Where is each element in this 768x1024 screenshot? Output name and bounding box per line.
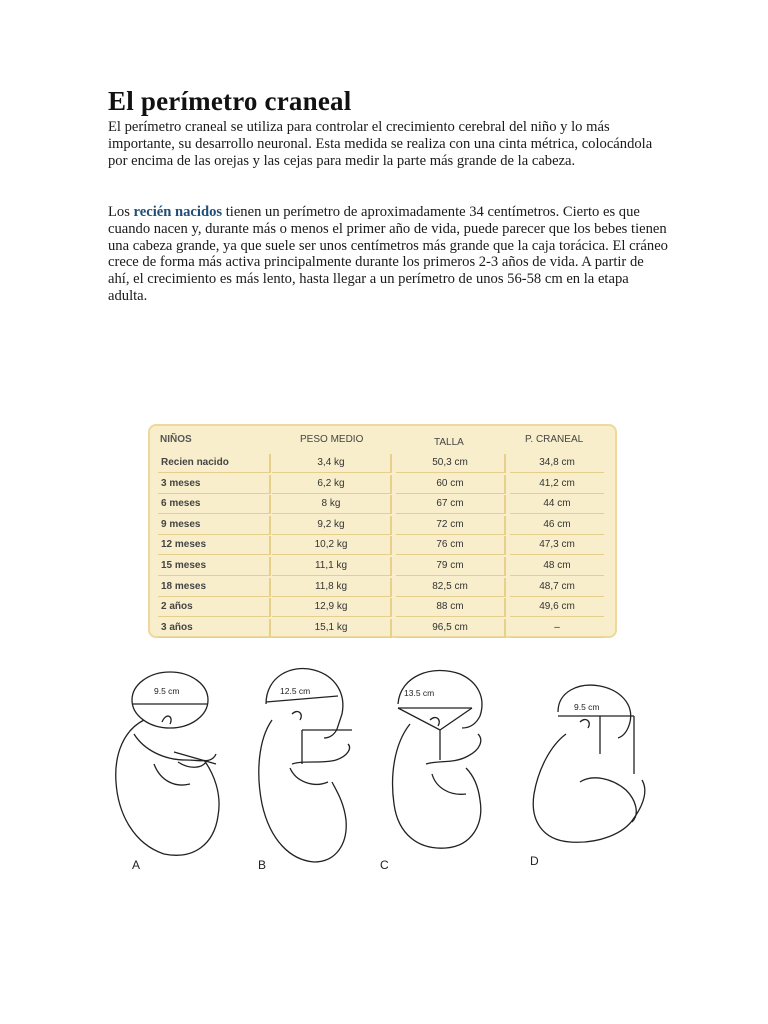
header-talla: TALLA <box>434 437 464 448</box>
height-cell: 88 cm <box>396 598 506 617</box>
head-circumference-cell: 47,3 cm <box>510 536 604 555</box>
weight-cell: 8 kg <box>272 495 392 514</box>
baby-illustration-c <box>376 664 496 874</box>
figure-d <box>520 664 660 874</box>
head-circumference-cell: – <box>510 619 604 638</box>
paragraph-body: tienen un perímetro de aproximadamente 34 centímetros. Cierto es que cuando nacen y, durante más o menos el primer año de vida, puede parecer que los bebes tienen una cabeza grande, ya que suele ser unos centímetros más grande que la caja torácica. El cráneo crece de forma más activa principalmente durante los primeros 2-3 años de vida. A partir de ahí, el crecimiento es más lento, hasta llegar a un perímetro de unos 56-58 cm en la etapa adulta. <box>108 204 668 304</box>
height-cell: 82,5 cm <box>396 578 506 597</box>
header-peso-medio: PESO MEDIO <box>300 434 364 445</box>
baby-illustration-d <box>520 664 660 874</box>
recien-nacidos-link[interactable]: recién nacidos <box>133 204 223 220</box>
figure-b <box>252 664 362 874</box>
figure-c <box>376 664 496 874</box>
measure-a: 9.5 cm <box>154 686 180 696</box>
height-cell: 79 cm <box>396 557 506 576</box>
figure-label-b: B <box>258 858 267 872</box>
head-circumference-cell: 48,7 cm <box>510 578 604 597</box>
height-cell: 50,3 cm <box>396 454 506 473</box>
table-row <box>158 495 606 515</box>
row-label: 6 meses <box>158 495 271 514</box>
head-circumference-cell: 41,2 cm <box>510 475 604 494</box>
height-cell: 67 cm <box>396 495 506 514</box>
weight-cell: 9,2 kg <box>272 516 392 535</box>
weight-cell: 12,9 kg <box>272 598 392 617</box>
figure-label-c: C <box>380 858 389 872</box>
measure-d: 9.5 cm <box>574 702 600 712</box>
weight-cell: 3,4 kg <box>272 454 392 473</box>
height-cell: 96,5 cm <box>396 619 506 638</box>
head-circumference-cell: 48 cm <box>510 557 604 576</box>
table-row <box>158 619 606 639</box>
table-row <box>158 598 606 618</box>
row-label: 3 años <box>158 619 271 638</box>
height-cell: 60 cm <box>396 475 506 494</box>
head-circumference-cell: 44 cm <box>510 495 604 514</box>
page-title: El perímetro craneal <box>108 86 352 116</box>
figure-a <box>104 664 234 874</box>
head-circumference-cell: 49,6 cm <box>510 598 604 617</box>
row-label: 12 meses <box>158 536 271 555</box>
table-row <box>158 516 606 536</box>
figure-label-d: D <box>530 854 539 868</box>
table-header <box>150 426 615 450</box>
row-label: Recien nacido <box>158 454 271 473</box>
row-label: 9 meses <box>158 516 271 535</box>
paragraph-newborns <box>108 204 668 305</box>
figure-label-a: A <box>132 858 141 872</box>
paragraph-intro: El perímetro craneal se utiliza para controlar el crecimiento cerebral del niño y lo más importante, su desarrollo neuronal. Esta medida se realiza con una cinta métrica, colocándola por encima de las orejas y las cejas para medir la parte más grande de la cabeza. <box>108 119 653 169</box>
row-label: 3 meses <box>158 475 271 494</box>
height-cell: 76 cm <box>396 536 506 555</box>
weight-cell: 10,2 kg <box>272 536 392 555</box>
weight-cell: 6,2 kg <box>272 475 392 494</box>
table-row <box>158 475 606 495</box>
weight-cell: 11,8 kg <box>272 578 392 597</box>
measure-c: 13.5 cm <box>404 688 435 698</box>
growth-table <box>148 424 617 638</box>
height-cell: 72 cm <box>396 516 506 535</box>
weight-cell: 15,1 kg <box>272 619 392 638</box>
table-row <box>158 557 606 577</box>
head-circumference-cell: 34,8 cm <box>510 454 604 473</box>
row-label: 18 meses <box>158 578 271 597</box>
row-label: 2 años <box>158 598 271 617</box>
weight-cell: 11,1 kg <box>272 557 392 576</box>
head-circumference-cell: 46 cm <box>510 516 604 535</box>
header-ninos: NIÑOS <box>160 434 192 445</box>
row-label: 15 meses <box>158 557 271 576</box>
table-row <box>158 578 606 598</box>
paragraph-prefix: Los <box>108 204 134 220</box>
table-row <box>158 454 606 474</box>
table-row <box>158 536 606 556</box>
measure-b: 12.5 cm <box>280 686 311 696</box>
header-p-craneal: P. CRANEAL <box>525 434 584 445</box>
